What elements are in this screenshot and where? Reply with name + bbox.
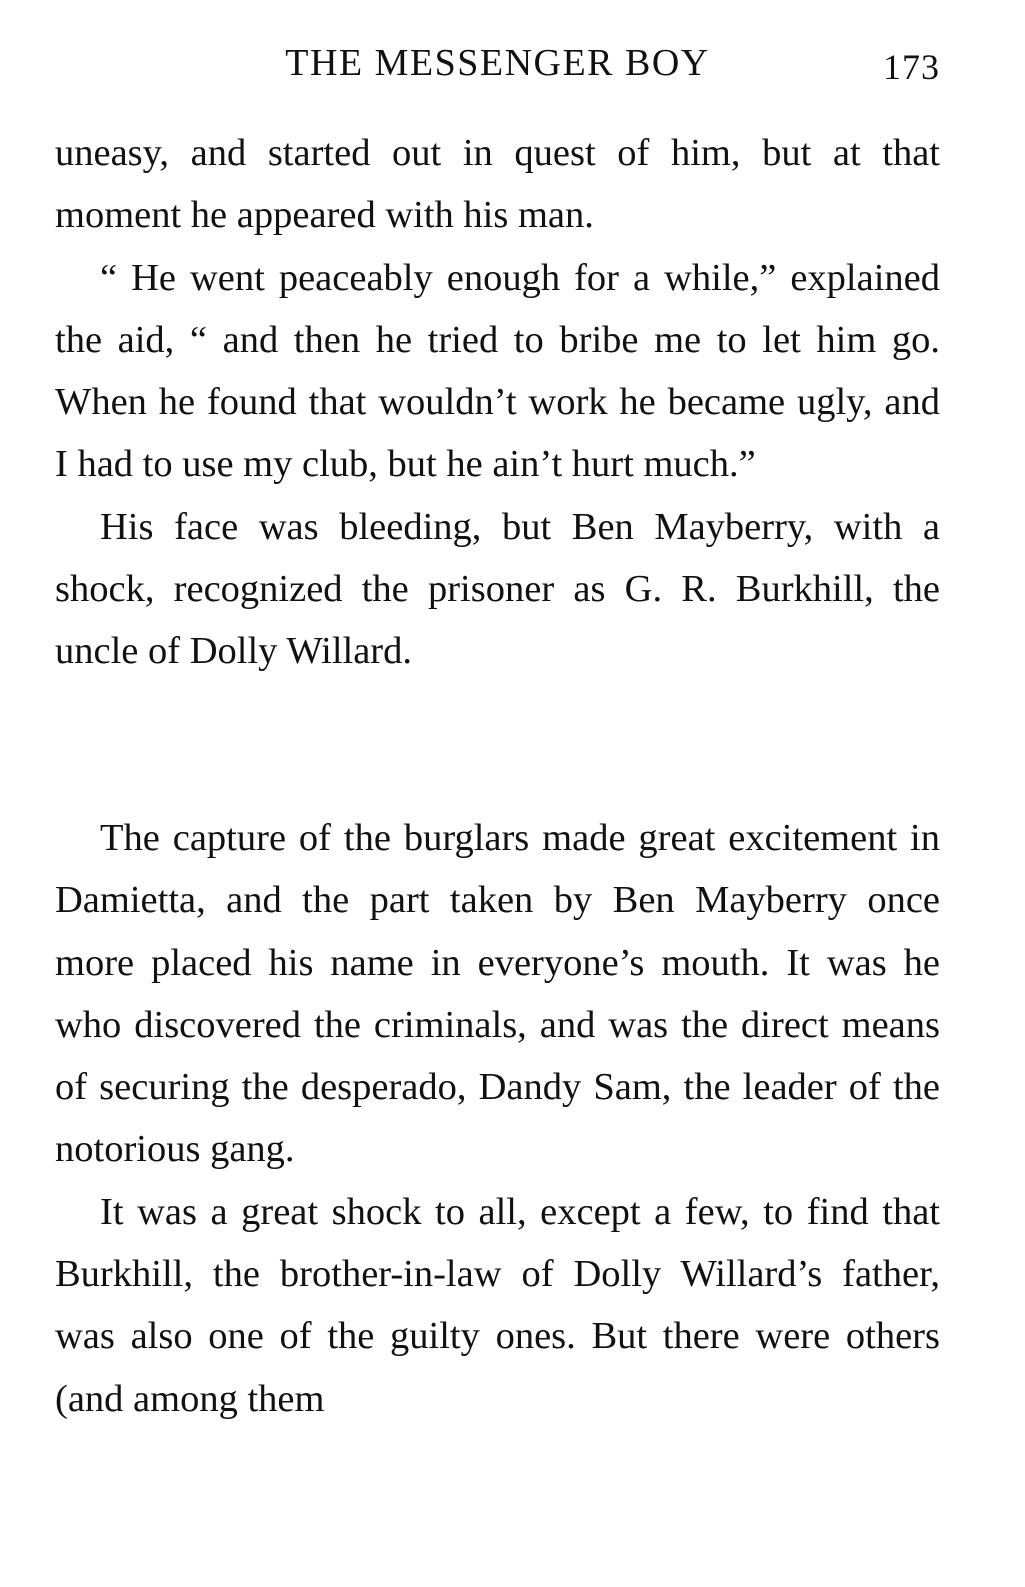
paragraph-shock: It was a great shock to all, except a few, to find that Burkhill, the brother-in-law of Dolly Willard’s father, was also one of the guilty ones. But there were others (and among them: [55, 1190, 940, 1420]
paragraph-recognition: His face was bleeding, but Ben Mayberry, with a shock, recognized the prisoner as G. R. Burkhill, the uncle of Dolly Willard.: [55, 505, 940, 673]
text-section-1: [55, 122, 940, 683]
running-head: [55, 38, 940, 88]
page-number: 173: [883, 47, 940, 87]
paragraph-continued: uneasy, and started out in quest of him, but at that moment he appeared with his man.: [55, 132, 940, 237]
running-title: THE MESSENGER BOY: [285, 42, 710, 84]
paragraph-capture: The capture of the burglars made great excitement in Damietta, and the part taken by Ben Mayberry once more placed his name in everyone’s mouth. It was he who discovered the criminals, and was the direct means of securing the desperado, Dandy Sam, the leader of the notorious gang.: [55, 817, 940, 1171]
paragraph-dialogue: “ He went peaceably enough for a while,” explained the aid, “ and then he tried to bribe me to let him go. When he found that wouldn’t work he became ugly, and I had to use my club, but he ain’t hurt much.”: [55, 256, 940, 486]
text-section-2: [55, 807, 940, 1430]
